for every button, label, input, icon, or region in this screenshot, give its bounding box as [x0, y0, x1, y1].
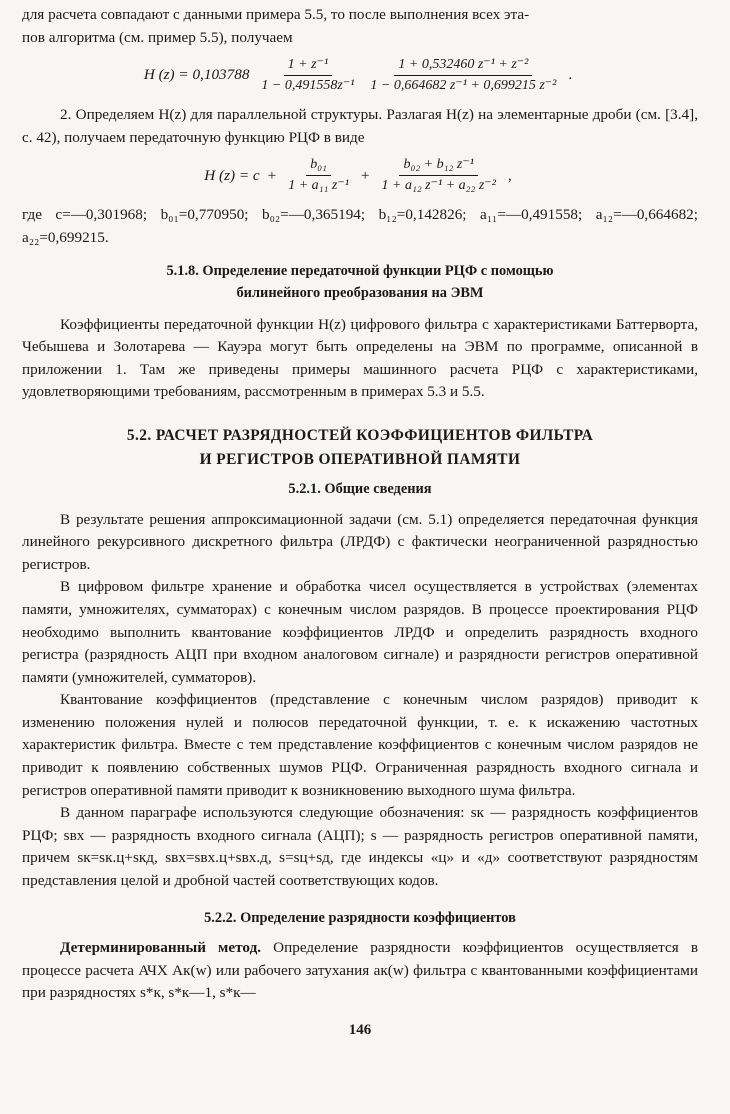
section-5-2-1-paragraph-2: В цифровом фильтре хранение и обработка чисел осуществляется в устройствах (элементах памяти, умножителях, сумматорах) с конечным числом разрядов. В процессе проектирования РЦФ необходимо выполнить квантование коэффициентов ЛРДФ и определить разрядность входного регистра (разрядность АЦП при входном аналоговом сигнале) и разрядности регистров оперативной памяти (умножителей, сумматоров).	[22, 578, 698, 686]
deterministic-method-text: Определение разрядности коэффициентов осуществляется в процессе расчета АЧХ Aк(w) или рабочего затухания aк(w) фильтра с квантованными коэффициентами при разрядностях s*к, s*к—1, s*к—	[22, 939, 698, 1002]
section-5-2-title-line-2: И РЕГИСТРОВ ОПЕРАТИВНОЙ ПАМЯТИ	[199, 450, 521, 468]
section-5-1-8-title-line-2: билинейного преобразования на ЭВМ	[236, 284, 484, 301]
fraction-3-numerator: b₀₁	[306, 155, 331, 176]
intro-line-1: для расчета совпадают с данными примера 5.5, то после выполнения всех эта-	[22, 6, 530, 23]
deterministic-method-runin: Детерминированный метод.	[60, 939, 262, 957]
section-5-2-title-line-1: 5.2. РАСЧЕТ РАЗРЯДНОСТЕЙ КОЭФФИЦИЕНТОВ ФИЛЬТРА	[126, 426, 594, 444]
document-page	[22, 4, 698, 1042]
section-5-2-1-paragraph-4: В данном параграфе используются следующие обозначения: sк — разрядность коэффициентов РЦФ; sвх — разрядность входного сигнала (АЦП); s — разрядность регистров оперативной памяти, причем sк=sк.ц+sкд, sвх=sвх.ц+sвх.д, s=sц+sд, где индексы «ц» и «д» соответствуют разрядностям представления целой и дробной частей соответствующих кодов.	[22, 804, 698, 890]
page-number: 146	[348, 1022, 372, 1038]
plus-sign-1: +	[267, 166, 277, 184]
section-5-2-2-title: 5.2.2. Определение разрядности коэффициентов	[204, 909, 516, 926]
coefficient-values: где c=—0,301968; b₀₁=0,770950; b₀₂=—0,365194; b₁₂=0,142826; a₁₁=—0,491558; a₁₂=—0,664682; a₂₂=0,699215.	[22, 206, 698, 246]
formula-series-end: .	[568, 66, 573, 84]
fraction-2-denominator: 1 − 0,664682 z⁻¹ + 0,699215 z⁻²	[370, 78, 557, 94]
formula-series-lhs: H (z) = 0,103788	[143, 66, 250, 84]
fraction-4	[378, 155, 500, 196]
fraction-1-numerator: 1 + z⁻¹	[284, 55, 332, 76]
section-5-2-1-title: 5.2.1. Общие сведения	[288, 480, 432, 497]
section-5-1-8-paragraph: Коэффициенты передаточной функции H(z) цифрового фильтра с характеристиками Баттерворта, Чебышева и Золотарева — Кауэра могут быть определены на ЭВМ по программе, описанной в приложении 1. Там же приведены примеры машинного расчета РЦФ с характеристиками, удовлетворяющими требованиям, рассмотренным в примерах 5.3 и 5.5.	[22, 315, 698, 401]
fraction-3-denominator: 1 + a₁₁ z⁻¹	[288, 178, 349, 194]
formula-parallel-lhs: H (z) = c	[204, 166, 260, 184]
section-5-1-8-title	[22, 260, 698, 304]
section-5-2-1-paragraph-1: В результате решения аппроксимационной задачи (см. 5.1) определяется передаточная функция линейного рекурсивного дискретного фильтра (ЛРДФ) с фактически неограниченной разрядностью регистров.	[22, 510, 698, 573]
section-5-2-2-paragraph	[22, 937, 698, 1005]
fraction-1	[257, 55, 358, 96]
section-5-1-8-title-line-1: 5.1.8. Определение передаточной функции РЦФ с помощью	[166, 262, 554, 279]
paragraph-parallel: 2. Определяем H(z) для параллельной структуры. Разлагая H(z) на элементарные дроби (см. [3.4], с. 42), получаем передаточную функцию РЦФ в виде	[22, 106, 698, 146]
fraction-4-denominator: 1 + a₁₂ z⁻¹ + a₂₂ z⁻²	[381, 178, 496, 194]
section-5-2-1-paragraph-3: Квантование коэффициентов (представление с конечным числом разрядов) приводит к изменению положения нулей и полюсов передаточной функции, т. е. к искажению частотных характеристик фильтра. Вместе с тем представление коэффициентов с конечным числом разрядов не приводит к появлению собственных шумов РЦФ. Ограниченная разрядность входного сигнала и регистров оперативной памяти приводит к возникновению выходного шума фильтра.	[22, 691, 698, 799]
fraction-3	[284, 155, 353, 196]
fraction-4-numerator: b₀₂ + b₁₂ z⁻¹	[399, 155, 477, 176]
fraction-1-denominator: 1 − 0,491558z⁻¹	[261, 78, 355, 94]
formula-parallel-end: ,	[507, 166, 512, 184]
fraction-2-numerator: 1 + 0,532460 z⁻¹ + z⁻²	[394, 55, 532, 76]
formula-series	[22, 55, 698, 96]
plus-sign-2: +	[360, 166, 370, 184]
section-5-2-title	[22, 424, 698, 472]
intro-line-2: пов алгоритма (см. пример 5.5), получаем	[22, 28, 293, 46]
fraction-2	[366, 55, 560, 96]
formula-parallel	[22, 155, 698, 196]
